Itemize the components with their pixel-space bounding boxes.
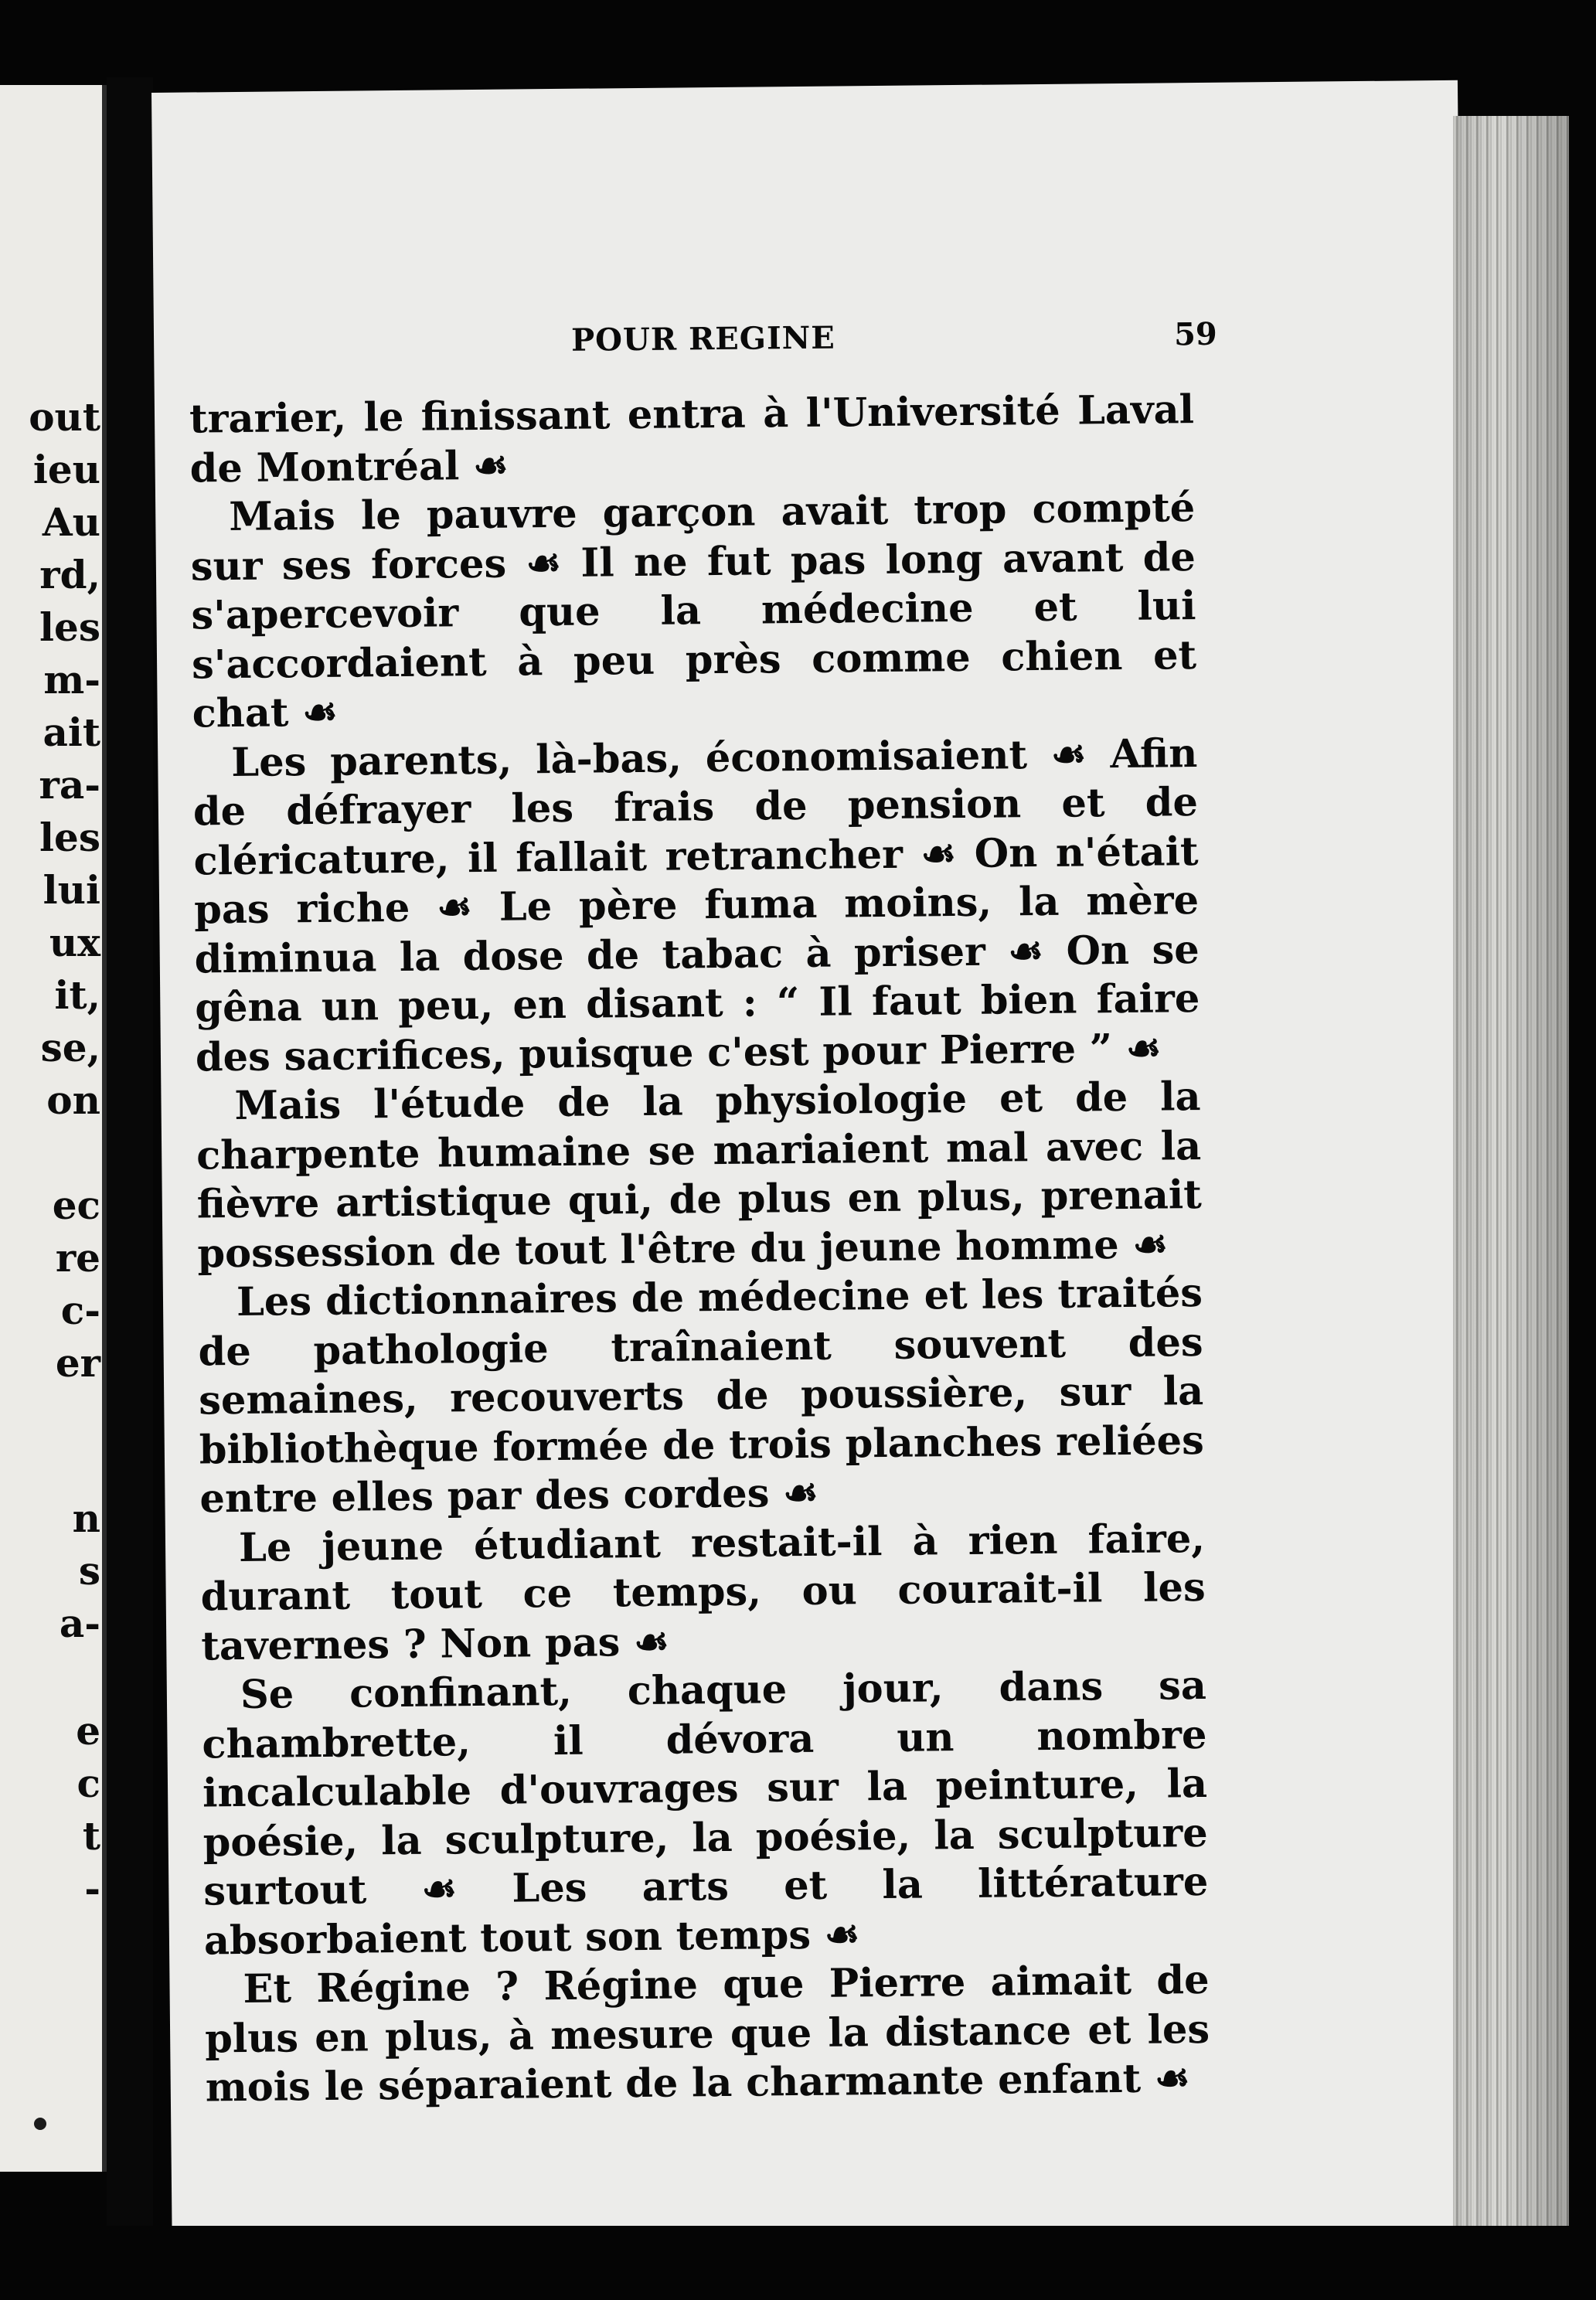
page-body-text <box>189 386 1210 2113</box>
left-text-fragment: c <box>77 1761 100 1806</box>
page-dot-mark <box>34 2118 46 2130</box>
left-text-fragment: re <box>55 1235 100 1281</box>
left-text-fragment: m- <box>43 657 100 703</box>
left-text-fragment: e <box>76 1708 100 1754</box>
page-number: 59 <box>1173 315 1217 353</box>
paragraph: Le jeune étudiant restait-il à rien faire, durant tout ce temps, ou courait-il les tavernes ? Non pas ☙ <box>200 1515 1206 1669</box>
left-text-fragment: ieu <box>32 447 100 492</box>
left-text-fragment: ait <box>43 709 100 755</box>
left-text-fragment: it, <box>54 972 100 1018</box>
left-text-fragment: on <box>46 1077 100 1123</box>
left-text-fragment: out <box>29 394 100 440</box>
paragraph: Les parents, là-bas, économisaient ☙ Afin de défrayer les frais de pension et de cléricature, il fallait retrancher ☙ On n'était pas riche ☙ Le père fuma moins, la mère diminua la dose de tabac à priser ☙ On se gêna un peu, en disant : “ Il faut bien faire des sacrifices, puisque c'est pour Pierre ” ☙ <box>192 730 1200 1081</box>
left-text-fragment: c- <box>60 1288 100 1333</box>
left-text-fragment: lui <box>43 867 100 913</box>
running-header-title: POUR REGINE <box>570 319 835 359</box>
page-edges-shadow <box>1453 116 1569 2257</box>
paragraph: Se confinant, chaque jour, dans sa chambrette, il dévora un nombre incalculable d'ouvrages sur la peinture, la poésie, la sculpture, la poésie, la sculpture surtout ☙ Les arts et la littérature absorbaient tout son temps ☙ <box>202 1662 1209 1964</box>
left-text-fragment: ec <box>52 1182 100 1228</box>
paragraph: Les dictionnaires de médecine et les traités de pathologie traînaient souvent des semaines, recouverts de poussière, sur la bibliothèque formée de trois planches reliées entre elles par des cordes ☙ <box>198 1270 1205 1523</box>
book-gutter <box>107 77 153 2241</box>
left-text-fragment: s <box>78 1548 100 1594</box>
left-text-fragment: er <box>55 1340 100 1386</box>
left-text-fragment: Au <box>42 499 100 545</box>
paragraph: trarier, le finissant entra à l'Université Laval de Montréal ☙ <box>189 386 1195 492</box>
left-text-fragment: n <box>72 1495 100 1541</box>
left-text-fragment: ux <box>49 920 100 965</box>
left-text-fragment: les <box>39 815 100 860</box>
left-text-fragment: t <box>82 1813 100 1859</box>
left-text-fragment: - <box>84 1866 100 1911</box>
left-text-fragment: se, <box>40 1025 100 1070</box>
left-page-fragment <box>0 85 107 2172</box>
left-text-fragment: les <box>39 604 100 650</box>
main-page <box>151 80 1479 2249</box>
left-text-fragment: ra- <box>39 762 100 808</box>
paragraph: Mais le pauvre garçon avait trop compté sur ses forces ☙ Il ne fut pas long avant de s'apercevoir que la médecine et lui s'accordaient à peu près comme chien et chat ☙ <box>190 485 1197 737</box>
paragraph: Mais l'étude de la physiologie et de la charpente humaine se mariaient mal avec la fièvre artistique qui, de plus en plus, prenait possession de tout l'être du jeune homme ☙ <box>196 1073 1203 1277</box>
left-text-fragment: rd, <box>39 552 100 597</box>
paragraph: Et Régine ? Régine que Pierre aimait de plus en plus, à mesure que la distance et les mois le séparaient de la charmante enfant ☙ <box>204 1956 1210 2111</box>
left-text-fragment: a- <box>59 1601 100 1646</box>
bottom-shadow <box>100 2226 1596 2300</box>
